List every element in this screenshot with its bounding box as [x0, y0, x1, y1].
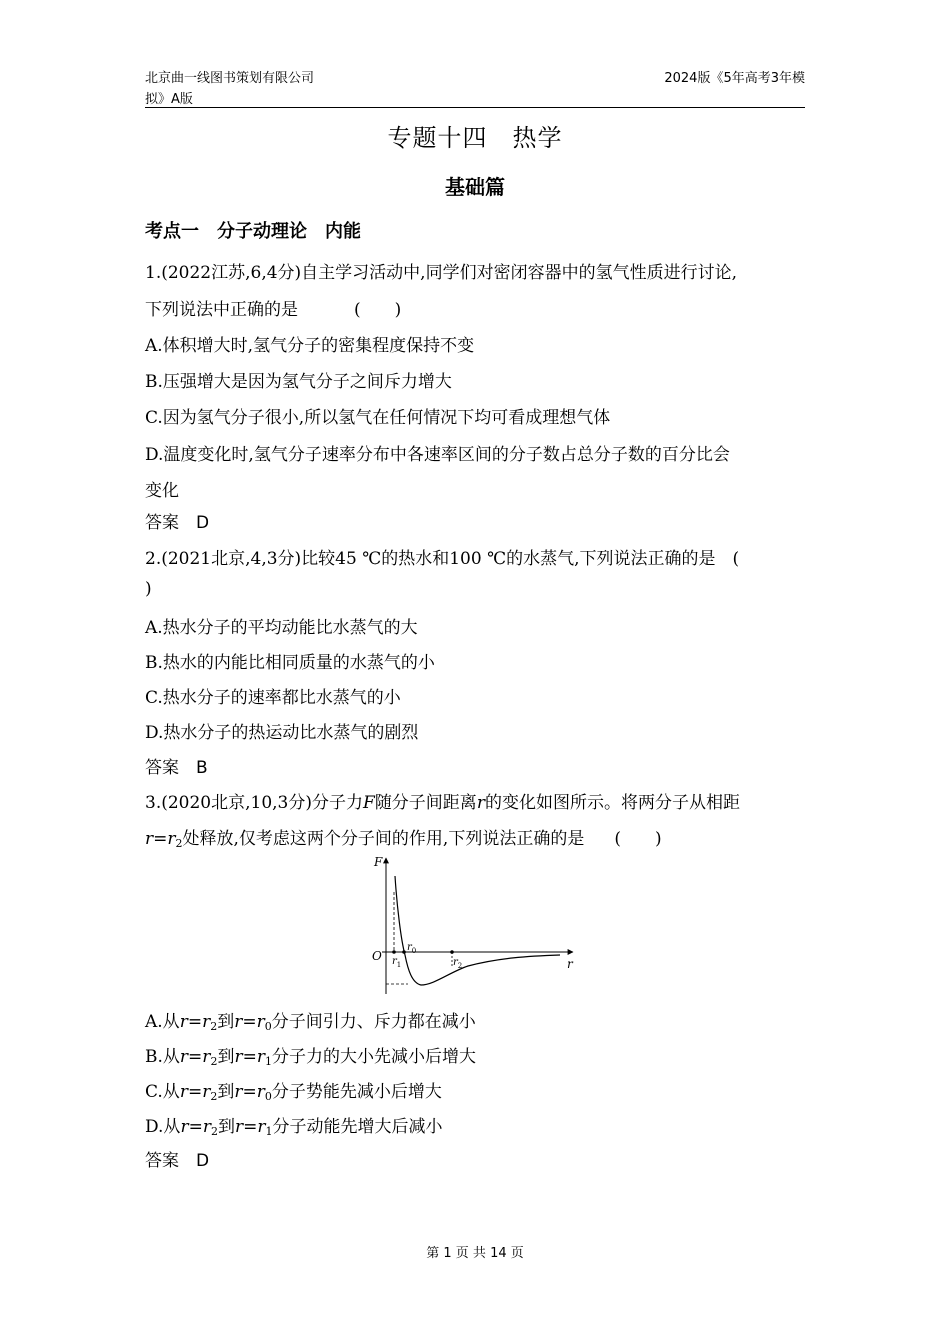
subscript: 0 — [264, 1090, 272, 1103]
q1-option-a: A.体积增大时,氢气分子的密集程度保持不变 — [145, 336, 475, 356]
page-footer — [0, 1242, 950, 1261]
header-publisher-continued: 拟》A版 — [145, 92, 193, 107]
option-prefix: D.从 — [145, 1117, 181, 1137]
q1-answer: 答案 D — [145, 513, 210, 533]
q3-equals: = — [153, 829, 168, 849]
x-axis-label: r — [567, 957, 573, 971]
r1-label — [392, 956, 401, 969]
r0-point — [402, 950, 406, 954]
q3-subscript: 2 — [175, 837, 183, 850]
var-r: r — [202, 1012, 211, 1032]
q3-var-r: r — [167, 829, 176, 849]
var-r: r — [202, 1047, 211, 1067]
subscript: 2 — [210, 1125, 218, 1138]
r1-subscript: 1 — [396, 961, 402, 969]
page-title: 专题十四 热学 — [387, 124, 563, 152]
var-r: r — [234, 1082, 243, 1102]
page-total: 14 — [490, 1246, 507, 1261]
r2-subscript: 2 — [457, 962, 463, 970]
option-text: 分子间引力、斥力都在减小 — [271, 1012, 476, 1032]
q1-stem-line2 — [145, 295, 401, 320]
equals: = — [187, 1082, 203, 1102]
q1-option-b: B.压强增大是因为氢气分子之间斥力增大 — [145, 372, 452, 392]
equals: = — [242, 1082, 257, 1102]
q2-option-a: A.热水分子的平均动能比水蒸气的大 — [145, 618, 418, 638]
equals: = — [242, 1047, 257, 1067]
q2-option-c: C.热水分子的速率都比水蒸气的小 — [145, 688, 401, 708]
q3-option-b — [145, 1042, 476, 1067]
option-prefix: A.从 — [145, 1012, 180, 1032]
subscript: 2 — [210, 1020, 218, 1033]
q3-answer-bracket: ( ) — [614, 829, 662, 849]
q2-stem-line1: 2.(2021北京,4,3分)比较45 ℃的热水和100 ℃的水蒸气,下列说法正确的是 ( — [145, 549, 740, 569]
q3-stem-line2 — [145, 824, 662, 849]
force-curve — [395, 876, 560, 985]
q3-stem-line1 — [145, 788, 740, 813]
footer-prefix: 第 — [426, 1246, 440, 1261]
option-to: 到 — [217, 1117, 235, 1137]
option-text: 分子势能先减小后增大 — [271, 1082, 442, 1102]
var-r: r — [202, 1082, 211, 1102]
option-to: 到 — [217, 1082, 235, 1102]
var-r: r — [256, 1047, 265, 1067]
r0-label — [407, 942, 416, 955]
var-r: r — [179, 1082, 188, 1102]
q3-var-F: F — [363, 793, 375, 813]
force-distance-graph — [368, 852, 583, 997]
option-to: 到 — [217, 1047, 235, 1067]
page-number: 1 — [443, 1246, 452, 1261]
section-heading: 考点一 分子动理论 内能 — [145, 221, 361, 242]
footer-suffix: 页 — [510, 1246, 524, 1261]
q1-stem-line1: 1.(2022江苏,6,4分)自主学习活动中,同学们对密闭容器中的氢气性质进行讨论, — [145, 263, 737, 283]
q3-stem-part-b: 随分子间距离 — [374, 793, 477, 813]
q3-answer: 答案 D — [145, 1151, 210, 1171]
var-r: r — [256, 1012, 265, 1032]
subscript: 2 — [210, 1055, 218, 1068]
header-publisher: 北京曲一线图书策划有限公司 — [145, 71, 315, 86]
q3-stem-part-c: 的变化如图所示。将两分子从相距 — [484, 793, 740, 813]
q3-option-a — [145, 1007, 476, 1032]
r1-point — [392, 950, 396, 954]
q1-option-d-line2: 变化 — [145, 481, 179, 501]
q1-option-d-line1: D.温度变化时,氢气分子速率分布中各速率区间的分子数占总分子数的百分比会 — [145, 445, 730, 465]
q2-stem-line2: ) — [145, 579, 152, 599]
origin-label: O — [372, 949, 382, 963]
q1-stem-text: 下列说法中正确的是 — [145, 300, 298, 320]
q3-option-c — [145, 1077, 442, 1102]
option-text: 分子动能先增大后减小 — [272, 1117, 443, 1137]
header-book-title: 2024版《5年高考3年模 — [664, 71, 805, 86]
r0-subscript: 0 — [411, 947, 417, 955]
equals: = — [187, 1012, 203, 1032]
option-text: 分子力的大小先减小后增大 — [271, 1047, 476, 1067]
option-prefix: C.从 — [145, 1082, 180, 1102]
q3-option-d — [145, 1112, 443, 1137]
var-r: r — [179, 1012, 188, 1032]
var-r: r — [256, 1082, 265, 1102]
q1-option-c: C.因为氢气分子很小,所以氢气在任何情况下均可看成理想气体 — [145, 408, 611, 428]
subscript: 1 — [265, 1125, 273, 1138]
subscript: 0 — [264, 1020, 272, 1033]
var-r: r — [179, 1047, 189, 1067]
header-divider — [145, 107, 805, 108]
subscript: 2 — [210, 1090, 218, 1103]
var-r: r — [202, 1117, 211, 1137]
y-axis-label: F — [374, 855, 383, 869]
equals: = — [188, 1117, 203, 1137]
equals: = — [188, 1047, 203, 1067]
q3-var-r: r — [476, 793, 485, 813]
equals: = — [242, 1012, 257, 1032]
var-r: r — [257, 1117, 266, 1137]
r0-var: r — [407, 942, 412, 953]
subscript: 1 — [264, 1055, 272, 1068]
option-to: 到 — [217, 1012, 235, 1032]
r1-var: r — [392, 956, 397, 967]
q2-option-d: D.热水分子的热运动比水蒸气的剧烈 — [145, 723, 419, 743]
r2-var: r — [453, 957, 458, 968]
q3-var-r: r — [145, 829, 154, 849]
q2-option-b: B.热水的内能比相同质量的水蒸气的小 — [145, 653, 435, 673]
equals: = — [243, 1117, 258, 1137]
var-r: r — [234, 1047, 243, 1067]
header-left — [145, 68, 385, 110]
var-r: r — [180, 1117, 189, 1137]
var-r: r — [234, 1012, 243, 1032]
var-r: r — [234, 1117, 244, 1137]
r2-label — [453, 957, 462, 970]
footer-middle: 页 共 — [455, 1246, 486, 1261]
option-prefix: B.从 — [145, 1047, 180, 1067]
q3-stem-part-d: 处释放,仅考虑这两个分子间的作用,下列说法正确的是 — [182, 829, 585, 849]
r2-point — [450, 950, 454, 954]
q1-answer-bracket: ( ) — [354, 300, 402, 320]
q2-answer: 答案 B — [145, 758, 208, 778]
q3-stem-part-a: 3.(2020北京,10,3分)分子力 — [145, 793, 364, 813]
page-subtitle: 基础篇 — [445, 175, 505, 199]
